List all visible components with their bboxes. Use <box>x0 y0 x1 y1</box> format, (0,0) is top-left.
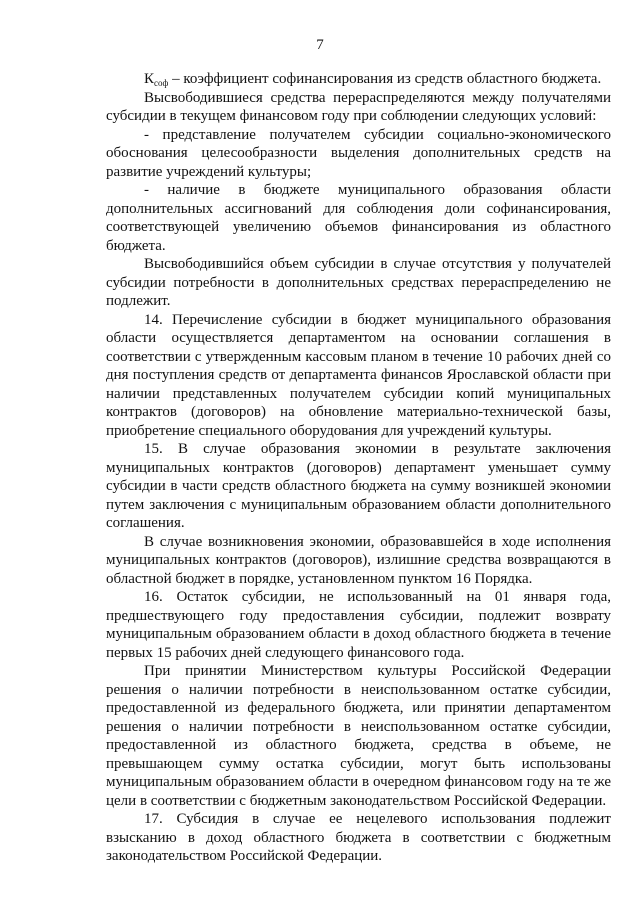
paragraph-clause-15: 15. В случае образования экономии в результате заключения муниципальных контрактов (договоров) департамент уменьшает сумму субсидии в части средств областного бюджета на сумму возникшей экономии путем заключения с муниципальным образованием области дополнительного соглашения. <box>106 441 611 531</box>
coefficient-definition-text: – коэффициент софинансирования из средств областного бюджета. <box>168 71 602 87</box>
coefficient-subscript: соф <box>154 78 169 88</box>
document-body <box>106 70 611 866</box>
paragraph-clause-14: 14. Перечисление субсидии в бюджет муниципального образования области осуществляется департаментом на основании соглашения в соответствии с утвержденным кассовым планом в течение 10 рабочих дней со дня поступления средств от департамента финансов Ярославской области при наличии представленных получателем субсидии копий муниципальных контрактов (договоров) на обновление материально-технической базы, приобретение специального оборудования для учреждений культуры. <box>106 311 611 439</box>
paragraph-coefficient-definition <box>106 70 611 89</box>
paragraph-no-redistribution: Высвободившийся объем субсидии в случае отсутствия у получателей субсидии потребности в дополнительных средствах перераспределению не подлежит. <box>106 256 611 309</box>
paragraph-condition-2: - наличие в бюджете муниципального образования области дополнительных ассигнований для соблюдения доли софинансирования, соответствующей увеличению объемов финансирования из областного бюджета. <box>106 182 611 254</box>
coefficient-symbol: К <box>144 71 155 87</box>
page-number: 7 <box>316 37 324 53</box>
paragraph-redistribution: Высвободившиеся средства перераспределяются между получателями субсидии в текущем финансовом году при соблюдении следующих условий: <box>106 89 611 124</box>
paragraph-clause-16: 16. Остаток субсидии, не использованный на 01 января года, предшествующего году предоставления субсидии, подлежит возврату муниципальным образованием области в доход областного бюджета в течение первых 15 рабочих дней следующего финансового года. <box>106 589 611 661</box>
paragraph-condition-1: - представление получателем субсидии социально-экономического обоснования целесообразности выделения дополнительных средств на развитие учреждений культуры; <box>106 126 611 180</box>
paragraph-clause-17: 17. Субсидия в случае ее нецелевого использования подлежит взысканию в доход областного бюджета в соответствии с бюджетным законодательством Российской Федерации. <box>106 811 611 864</box>
paragraph-savings-return: В случае возникновения экономии, образовавшейся в ходе исполнения муниципальных контрактов (договоров), излишние средства возвращаются в областной бюджет в порядке, установленном пунктом 16 Порядка. <box>106 533 611 587</box>
paragraph-ministry-decision: При принятии Министерством культуры Российской Федерации решения о наличии потребности в неиспользованном остатке субсидии, предоставленной из федерального бюджета, или принятии департаментом решения о наличии потребности в неиспользованном остатке субсидии, предоставленной из областного бюджета, средства в объеме, не превышающем сумму остатка субсидии, могут быть использованы муниципальным образованием области в очередном финансовом году на те же цели в соответствии с бюджетным законодательством Российской Федерации. <box>106 663 611 809</box>
